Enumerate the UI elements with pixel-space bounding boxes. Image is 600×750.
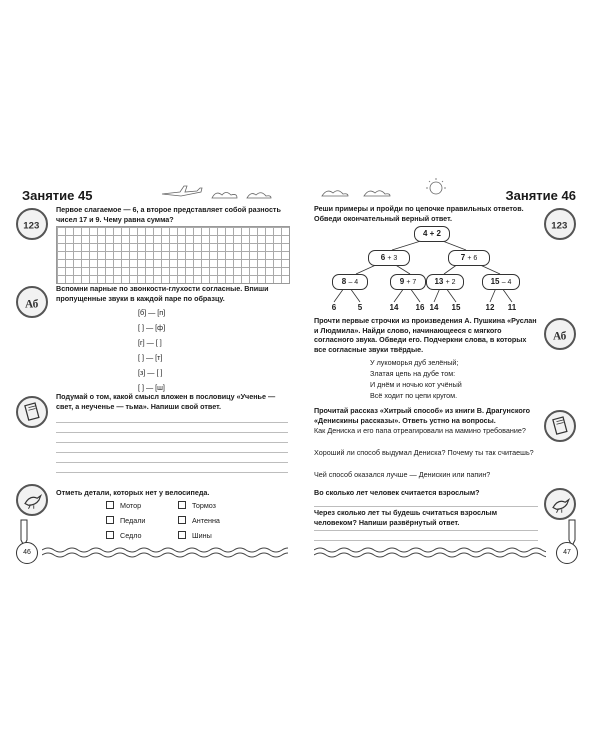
node-value: 8 [341,277,347,286]
task-years-until-adult: Через сколько лет ты будешь считаться взрослым человеком? Напиши развёрнутый ответ. [314,508,498,527]
checkbox-saddle[interactable] [106,531,114,539]
option-motor: Мотор [120,501,142,510]
letters-icon [16,286,48,318]
wave-decoration [314,546,546,558]
node-value: 6 [380,253,386,262]
page-number-right: 47 [556,542,578,564]
node-value: 7 [460,253,466,262]
letters-icon [544,318,576,350]
math-icon [16,208,48,240]
question-3: Чей способ оказался лучше — Денискин или папин? [314,470,491,479]
option-antenna: Антенна [192,516,220,525]
poem-line[interactable]: У лукоморья дуб зелёный; [370,358,459,367]
lesson-title [506,188,577,203]
poem-line[interactable]: Всё ходит по цепи кругом. [370,391,458,400]
pair-5[interactable]: [з] — [ ] [138,368,163,377]
sun-clouds-illustration [314,178,464,200]
option-pedals: Педали [120,516,146,525]
lesson-title [22,188,93,203]
tree-node [368,250,410,266]
tree-leaf[interactable]: 6 [331,303,337,312]
option-tires: Шины [192,531,212,540]
tree-leaf[interactable]: 5 [357,303,363,312]
tree-leaf[interactable]: 15 [451,303,461,312]
task-chain: Реши примеры и пройди по цепочке правильных ответов. Обведи окончательный верный ответ. [314,204,524,223]
node-value: 15 [490,277,500,286]
svg-text:Аб: Аб [25,298,39,311]
node-value: 9 [399,277,405,286]
poem-line[interactable]: И днём и ночью кот учёный [370,380,462,389]
pair-4[interactable]: [ ] — [т] [138,353,163,362]
checkbox-antenna[interactable] [178,516,186,524]
math-icon [544,208,576,240]
svg-text:Аб: Аб [553,330,567,343]
answer-line[interactable] [314,530,538,531]
tree-node [482,274,520,290]
left-page [22,178,284,578]
poem-line[interactable]: Златая цепь на дубе том: [370,369,456,378]
lesson-number: 46 [561,188,576,203]
right-page [314,178,576,578]
pair-6[interactable]: [ ] — [ш] [138,383,165,392]
page-number-left: 46 [16,542,38,564]
question-2: Хороший ли способ выдумал Дениска? Почему ты так считаешь? [314,448,534,457]
node-operation: + 7 [406,279,417,286]
lesson-number: 45 [78,188,93,203]
pair-2[interactable]: [ ] — [ф] [138,323,166,332]
node-operation: – 4 [348,279,359,286]
task-consonants: Вспомни парные по звонкости-глухости согласные. Впиши пропущенные звуки в каждой паре по образцу. [56,284,269,303]
lesson-label: Занятие [22,188,75,203]
task-story: Прочитай рассказ «Хитрый способ» из книги В. Драгунского «Денискины рассказы». Ответь устно на вопросы. [314,406,531,425]
lesson-label: Занятие [505,188,558,203]
answer-line[interactable] [56,422,288,423]
checkbox-tires[interactable] [178,531,186,539]
task-adult-age: Во сколько лет человек считается взрослым? [314,488,480,497]
answer-line[interactable] [56,452,288,453]
answer-grid[interactable] [56,226,290,284]
tree-leaf[interactable]: 11 [507,303,517,312]
pair-1: [б] — [п] [138,308,166,317]
task-proverb: Подумай о том, какой смысл вложен в пословицу «Ученье — свет, а неученье — тьма». Напиши свой ответ. [56,392,276,411]
checkbox-pedals[interactable] [106,516,114,524]
node-operation: + 3 [387,255,398,262]
pair-3[interactable]: [г] — [ ] [138,338,162,347]
svg-text:123: 123 [23,220,40,232]
task-bicycle: Отметь детали, которых нет у велосипеда. [56,488,210,497]
answer-line[interactable] [314,506,538,507]
notebook-icon [16,396,48,428]
checkbox-motor[interactable] [106,501,114,509]
answer-line[interactable] [56,472,288,473]
node-operation: + 6 [467,255,478,262]
tree-node [448,250,490,266]
bird-icon [16,484,48,516]
question-1: Как Дениска и его папа отреагировали на мамино требование? [314,426,526,435]
answer-line[interactable] [314,540,538,541]
tree-root: 4 + 2 [414,226,450,242]
option-brake: Тормоз [192,501,216,510]
tree-leaf[interactable]: 14 [429,303,439,312]
node-value: 13 [434,277,444,286]
node-operation: + 2 [445,279,456,286]
answer-line[interactable] [56,432,288,433]
tree-leaf[interactable]: 12 [485,303,495,312]
plane-clouds-illustration [152,184,282,202]
tree-node [332,274,368,290]
tree-leaf[interactable]: 14 [389,303,399,312]
notebook-icon [544,410,576,442]
checkbox-brake[interactable] [178,501,186,509]
answer-line[interactable] [56,462,288,463]
tree-leaf[interactable]: 16 [415,303,425,312]
task-poem: Прочти первые строчки из произведения А. Пушкина «Руслан и Людмила». Найди слово, начинающееся с мягкого согласного звука. Обведи его. Подчеркни слова, в которых все согласные звуки твёрдые. [314,316,537,354]
tree-node [390,274,426,290]
tree-node [426,274,464,290]
wave-decoration [42,546,288,558]
bird-icon [544,488,576,520]
node-operation: – 4 [501,279,512,286]
svg-text:123: 123 [551,220,568,232]
task-sum: Первое слагаемое — 6, а второе представляет собой разность чисел 17 и 9. Чему равна сумма? [56,205,281,224]
answer-line[interactable] [56,442,288,443]
option-saddle: Седло [120,531,142,540]
